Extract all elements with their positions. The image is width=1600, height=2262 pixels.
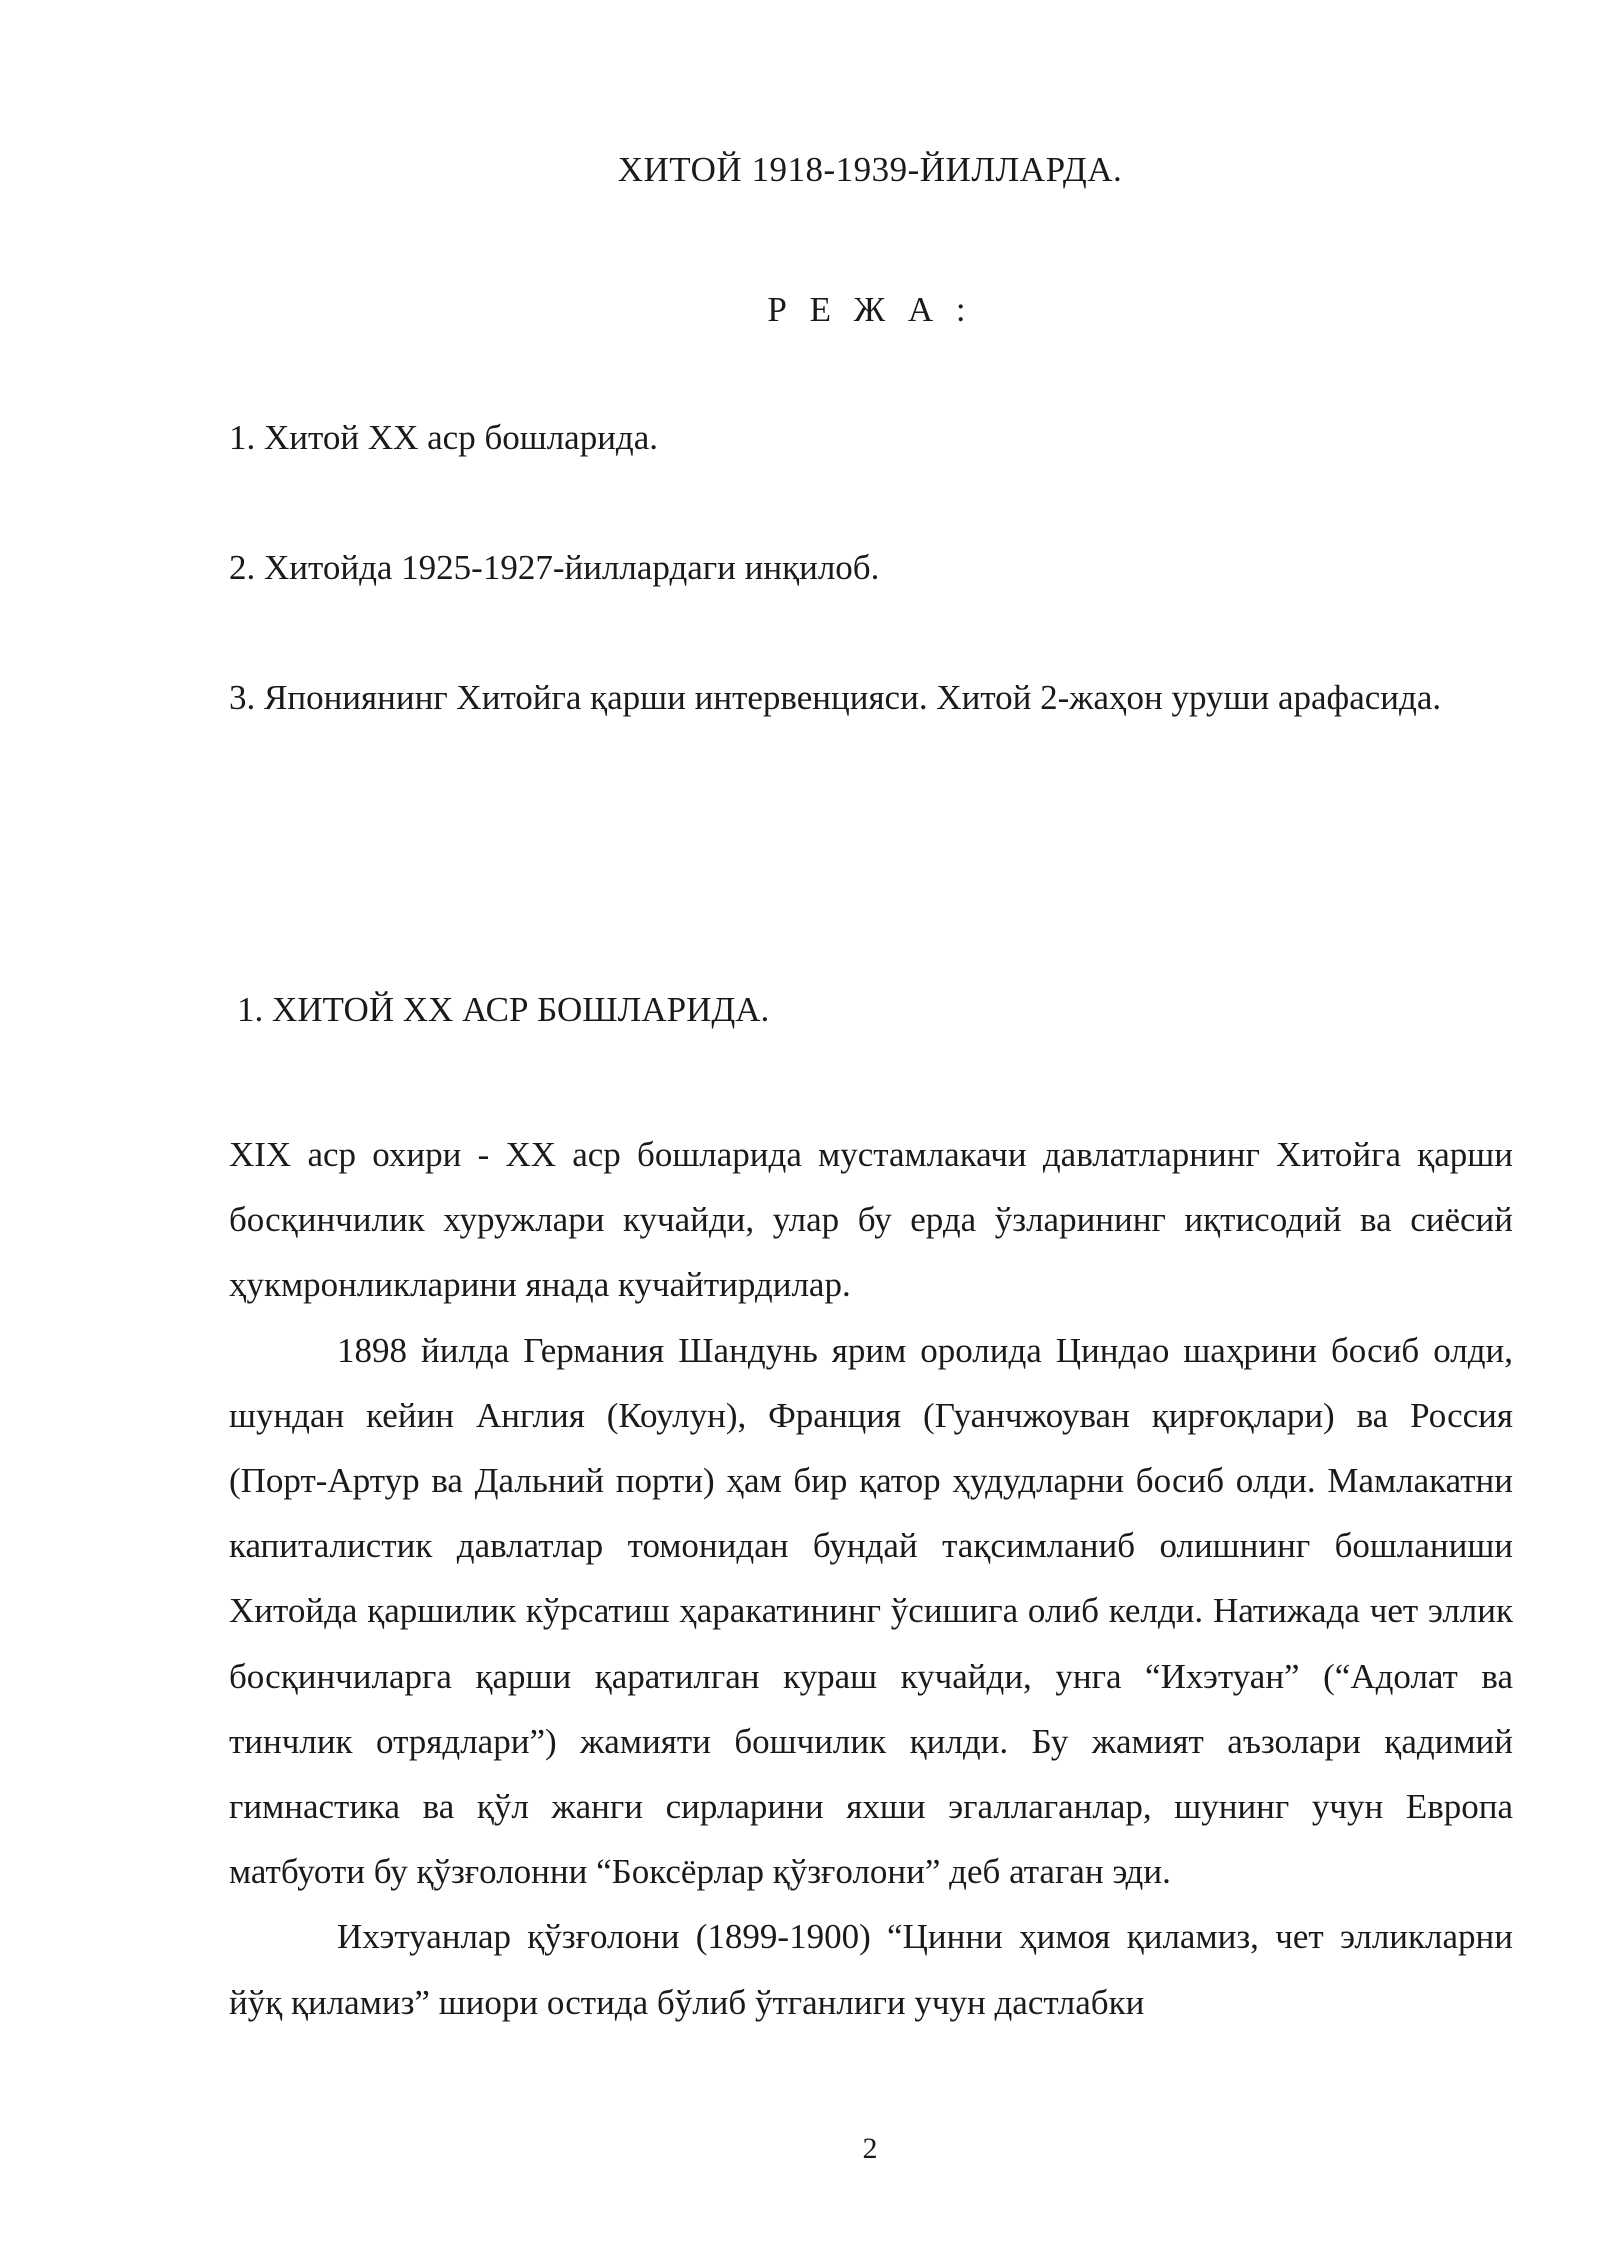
document-title: ХИТОЙ 1918-1939-ЙИЛЛАРДА. xyxy=(617,150,1123,189)
plan-list-item-1-container xyxy=(229,405,1509,470)
plan-heading: Р Е Ж А : xyxy=(767,290,973,329)
plan-item-3: 3. Япониянинг Хитойга қарши интервенцияси. Хитой 2-жаҳон уруши арафасида. xyxy=(229,678,1442,717)
body-text xyxy=(229,1122,1513,2035)
plan-list-item-2-container xyxy=(229,535,1509,600)
paragraph-1: XIX аср охири - XX аср бошларида мустамлакачи давлатларнинг Хитойга қарши босқинчилик хуружлари кучайди, улар бу ерда ўзларининг иқтисодий ва сиёсий ҳукмронликларини янада кучайтирдилар. xyxy=(229,1135,1513,1305)
page-number: 2 xyxy=(862,2132,878,2165)
paragraph-3: Ихэтуанлар қўзғолони (1899-1900) “Цинни ҳимоя қиламиз, чет элликларни йўқ қиламиз” шиори остида бўлиб ўтганлиги учун дастлабки xyxy=(229,1917,1513,2022)
section-heading: 1. ХИТОЙ XX АСР БОШЛАРИДА. xyxy=(237,990,770,1029)
plan-item-2: 2. Хитойда 1925-1927-йиллардаги инқилоб. xyxy=(229,548,880,587)
paragraph-2: 1898 йилда Германия Шандунь ярим оролида Циндао шаҳрини босиб олди, шундан кейин Англия (Коулун), Франция (Гуанчжоуван қирғоқлари) ва Россия (Порт-Артур ва Дальний порти) ҳам бир қатор ҳудудларни босиб олди. Мамлакатни капиталистик давлатлар томонидан бундай тақсимланиб олишнинг бошланиши Хитойда қаршилик кўрсатиш ҳаракатининг ўсишига олиб келди. Натижада чет эллик босқинчиларга қарши қаратилган кураш кучайди, унга “Ихэтуан” (“Адолат ва тинчлик отрядлари”) жамияти бошчилик қилди. Бу жамият аъзолари қадимий гимнастика ва қўл жанги сирларини яхши эгаллаганлар, шунинг учун Европа матбуоти бу қўзғолонни “Боксёрлар қўзғолони” деб атаган эди. xyxy=(229,1330,1513,1892)
plan-item-1: 1. Хитой XX аср бошларида. xyxy=(229,418,659,457)
plan-list-item-3-container xyxy=(229,665,1509,730)
